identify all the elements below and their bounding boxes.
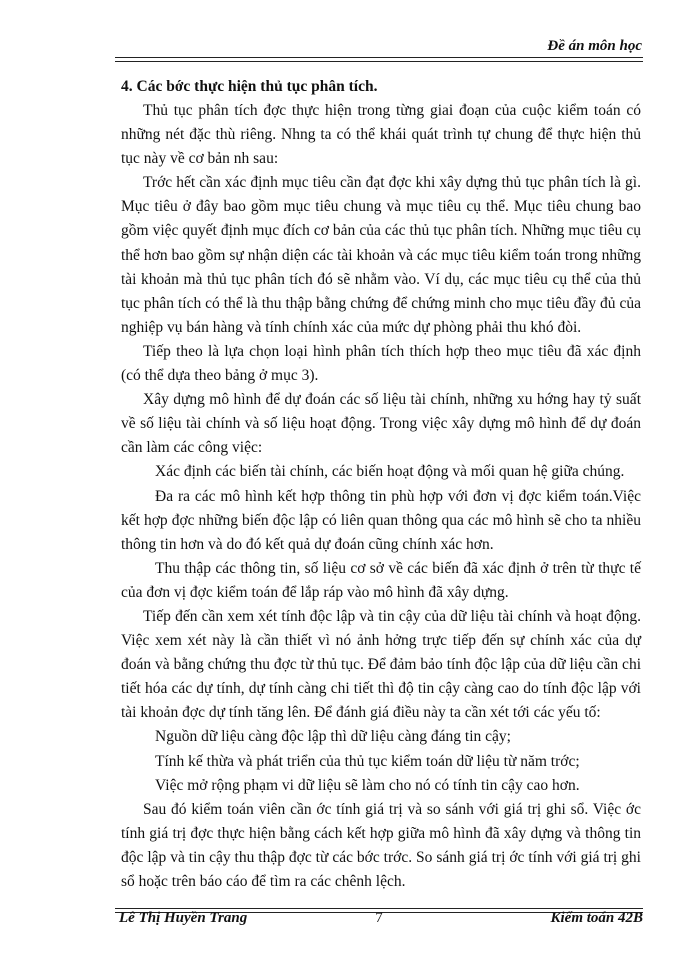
document-body: [121, 75, 641, 894]
body-paragraph: Đa ra các mô hình kết hợp thông tin phù hợp với đơn vị đợc kiểm toán.Việc kết hợp đợc những biến độc lập có liên quan thông qua các mô hình sẽ cho ta nhiều thông tin hơn và do đó kết quả dự đoán cũng chính xác hơn.: [121, 487, 641, 553]
footer-course: Kiểm toán 42B: [550, 910, 643, 926]
header-rule-bottom: [115, 61, 643, 62]
body-paragraph: Xác định các biến tài chính, các biến hoạt động và mối quan hệ giữa chúng.: [155, 463, 625, 481]
body-paragraph: Tiếp đến cần xem xét tính độc lập và tin cậy của dữ liệu tài chính và hoạt động. Việc xem xét này là cần thiết vì nó ảnh hởng trực tiếp đến sự chính xác của dự đoán và bằng chứng thu đợc từ thủ tục. Để đảm bảo tính độc lập của dữ liệu cần chi tiết hóa các dự tính, dự tính càng chi tiết thì độ tin cậy càng cao do tính độc lập với tài khoản đợc dự tính tăng lên. Để đánh giá điều này ta cần xét tới các yếu tố:: [121, 607, 641, 722]
footer-rule-top: [115, 908, 643, 909]
body-paragraph: Xây dựng mô hình để dự đoán các số liệu tài chính, những xu hớng hay tỷ suất về số liệu tài chính và số liệu hoạt động. Trong việc xây dựng mô hình để dự đoán cần làm các công việc:: [121, 391, 641, 457]
bullet-item: Việc mở rộng phạm vi dữ liệu sẽ làm cho nó có tính tin cậy cao hơn.: [155, 776, 580, 794]
bullet-item: Nguồn dữ liệu càng độc lập thì dữ liệu càng đáng tin cậy;: [155, 728, 511, 746]
body-paragraph: Sau đó kiểm toán viên cần ớc tính giá trị và so sánh với giá trị ghi sổ. Việc ớc tính giá trị đợc thực hiện bằng cách kết hợp giữa mô hình đã xây dựng và thông tin độc lập và tin cậy thu thập đợc từ các bớc trớc. So sánh giá trị ớc tính với giá trị ghi sổ hoặc trên báo cáo để tìm ra các chênh lệch.: [121, 800, 641, 890]
header-rule-top: [115, 57, 643, 58]
section-heading: 4. Các bớc thực hiện thủ tục phân tích.: [121, 78, 378, 95]
footer-author: Lê Thị Huyền Trang: [119, 910, 248, 926]
page-footer: [115, 910, 643, 934]
body-paragraph: Thủ tục phân tích đợc thực hiện trong từng giai đoạn của cuộc kiểm toán có những nét đặc thù riêng. Nhng ta có thể khái quát trình tự chung để thực hiện thủ tục này về cơ bản nh sau:: [121, 102, 641, 168]
body-paragraph: Trớc hết cần xác định mục tiêu cần đạt đợc khi xây dựng thủ tục phân tích là gì. Mục tiêu ở đây bao gồm mục tiêu chung và mục tiêu cụ thể. Mục tiêu chung bao gồm việc quyết định mục đích cơ bản của các thủ tục phân tích. Những mục tiêu cụ thể hơn bao gồm sự nhận diện các tài khoản và các mục tiêu kiểm toán trong những tài khoản mà thủ tục phân tích đó sẽ nhằm vào. Ví dụ, các mục tiêu cụ thể của thủ tục phân tích có thể là thu thập bằng chứng để chứng minh cho mục tiêu đầy đủ của nghiệp vụ bán hàng và tính chính xác của mức dự phòng phải thu khó đòi.: [121, 174, 641, 336]
paragraph-list: [121, 99, 641, 894]
page-number: 7: [375, 910, 383, 926]
bullet-item: Tính kế thừa và phát triển của thủ tục kiểm toán dữ liệu từ năm trớc;: [155, 752, 580, 770]
body-paragraph: Tiếp theo là lựa chọn loại hình phân tích thích hợp theo mục tiêu đã xác định (có thể dựa theo bảng ở mục 3).: [121, 342, 641, 385]
header-title: Đề án môn học: [547, 38, 642, 54]
body-paragraph: Thu thập các thông tin, số liệu cơ sở về các biến đã xác định ở trên từ thực tế của đơn vị đợc kiểm toán để lắp ráp vào mô hình đã xây dựng.: [121, 559, 641, 601]
